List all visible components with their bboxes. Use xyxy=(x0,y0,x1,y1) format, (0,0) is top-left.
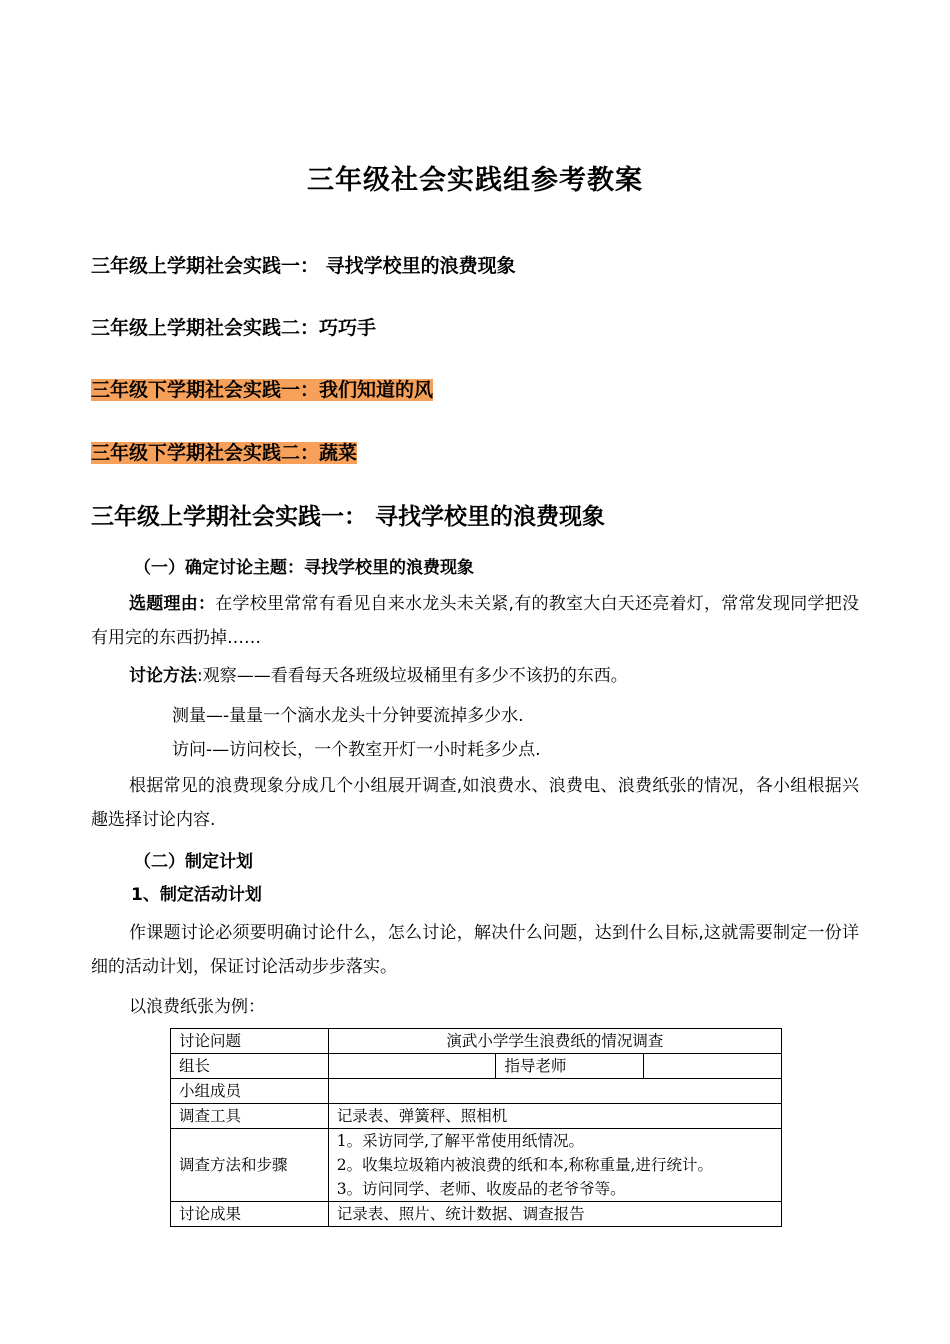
table-row xyxy=(171,1104,782,1129)
reason-label: 选题理由： xyxy=(129,594,216,614)
table-cell-topic-label: 讨论问题 xyxy=(171,1029,329,1054)
toc-item-4-text: 三年级下学期社会实践二：蔬菜 xyxy=(91,442,358,464)
table-cell-teacher-label: 指导老师 xyxy=(496,1054,644,1079)
step-item: 3。访问同学、老师、收废品的老爷爷等。 xyxy=(336,1180,626,1198)
method-line xyxy=(129,664,628,688)
method-text: :观察——看看每天各班级垃圾桶里有多少不该扔的东西。 xyxy=(197,666,628,686)
table-cell-tools-value: 记录表、弹簧秤、照相机 xyxy=(328,1104,781,1129)
table-cell-steps-value xyxy=(328,1129,781,1202)
example-label: 以浪费纸张为例： xyxy=(129,997,265,1017)
plan-paragraph: 作课题讨论必须要明确讨论什么，怎么讨论，解决什么问题，达到什么目标,这就需要制定一份详细的活动计划，保证讨论活动步步落实。 xyxy=(91,923,859,977)
table-cell-results-value: 记录表、照片、统计数据、调查报告 xyxy=(328,1202,781,1227)
toc-item-4 xyxy=(91,440,357,466)
subheading-2-1: 1、制定活动计划 xyxy=(131,885,262,905)
plan-table xyxy=(170,1028,782,1227)
method-measure: 测量—-量量一个滴水龙头十分钟要流掉多少水. xyxy=(172,706,524,726)
method-interview: 访问-—访问校长，一个教室开灯一小时耗多少点. xyxy=(172,740,541,760)
document-title: 三年级社会实践组参考教案 xyxy=(307,165,643,196)
toc-item-2: 三年级上学期社会实践二：巧巧手 xyxy=(91,317,377,339)
table-cell-leader-value xyxy=(328,1054,496,1079)
step-item: 2。收集垃圾箱内被浪费的纸和本,称称重量,进行统计。 xyxy=(336,1156,713,1174)
subheading-2: （二）制定计划 xyxy=(134,852,253,872)
table-row xyxy=(171,1054,782,1079)
table-row xyxy=(171,1129,782,1202)
toc-item-3 xyxy=(91,377,433,403)
groups-paragraph: 根据常见的浪费现象分成几个小组展开调查,如浪费水、浪费电、浪费纸张的情况，各小组根据兴趣选择讨论内容. xyxy=(91,776,859,830)
table-cell-tools-label: 调查工具 xyxy=(171,1104,329,1129)
table-cell-steps-label: 调查方法和步骤 xyxy=(171,1129,329,1202)
subheading-1: （一）确定讨论主题：寻找学校里的浪费现象 xyxy=(134,558,474,578)
table-cell-members-value xyxy=(328,1079,781,1104)
reason-text: 在学校里常常有看见自来水龙头未关紧,有的教室大白天还亮着灯，常常发现同学把没有用完的东西扔掉…… xyxy=(91,594,860,648)
table-row xyxy=(171,1079,782,1104)
table-cell-teacher-value xyxy=(644,1054,782,1079)
table-cell-leader-label: 组长 xyxy=(171,1054,329,1079)
method-label: 讨论方法 xyxy=(129,666,197,686)
table-row xyxy=(171,1029,782,1054)
reason-paragraph xyxy=(91,587,859,655)
toc-item-3-text: 三年级下学期社会实践一：我们知道的风 xyxy=(91,379,434,401)
toc-item-1: 三年级上学期社会实践一： 寻找学校里的浪费现象 xyxy=(91,255,516,277)
step-item: 1。采访同学,了解平常使用纸情况。 xyxy=(336,1132,585,1150)
table-row xyxy=(171,1202,782,1227)
section-heading: 三年级上学期社会实践一： 寻找学校里的浪费现象 xyxy=(91,504,606,530)
table-cell-members-label: 小组成员 xyxy=(171,1079,329,1104)
table-cell-topic-value: 演武小学学生浪费纸的情况调查 xyxy=(328,1029,781,1054)
table-cell-results-label: 讨论成果 xyxy=(171,1202,329,1227)
